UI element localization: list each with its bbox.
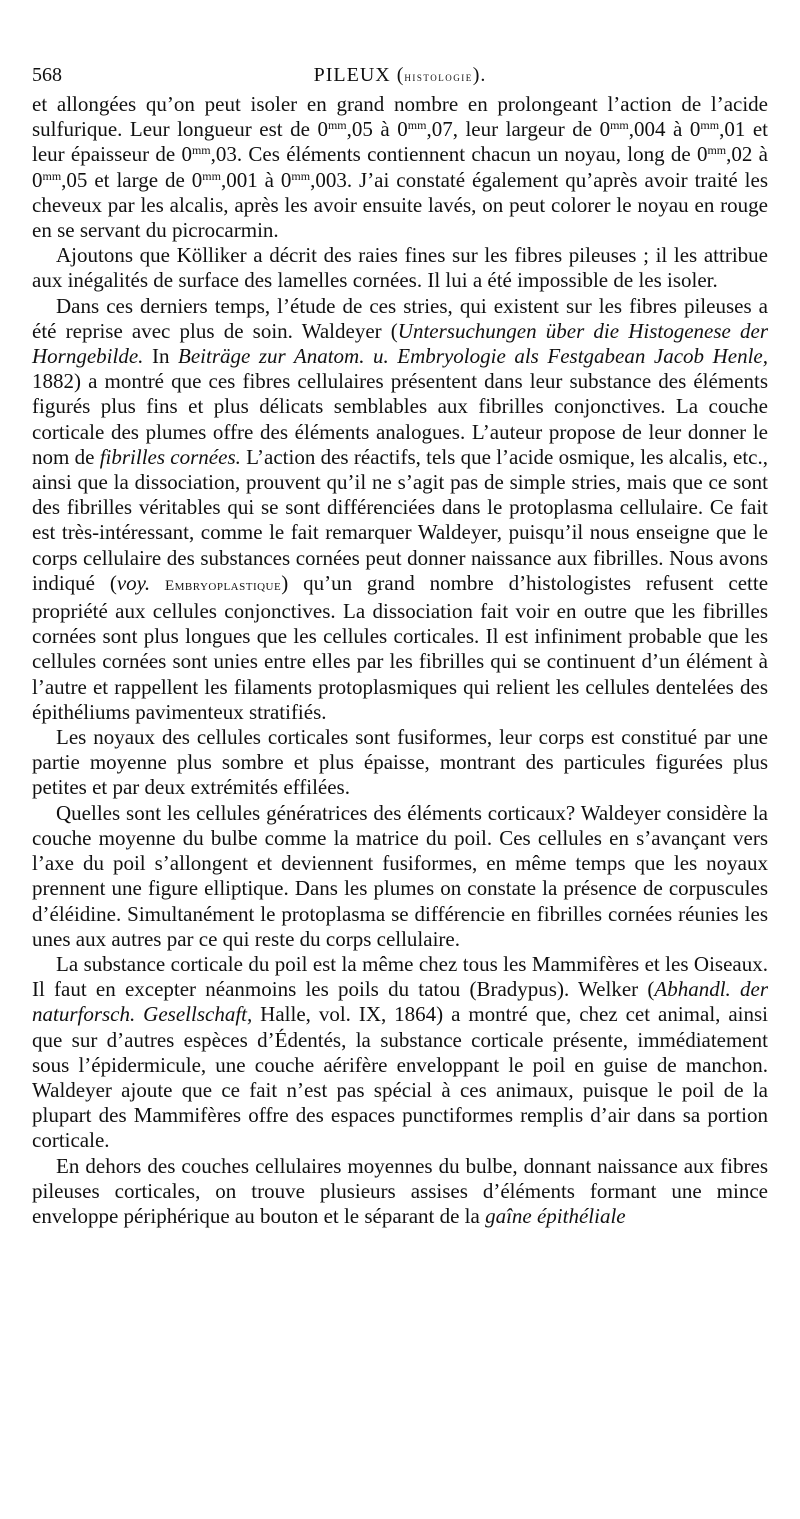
text-run: ) qu’un grand nombre d’histologistes refusent cette propriété aux cellules conjonctives. La dissociation fait voir en outre que les fibrilles cornées sont plus longues que les cellules corticales. Il est infiniment probable que les cellules cornées sont unies entre elles par les fibrilles qui se continuent d’un élément à l’autre et rappellent les filaments protoplasmiques qui relient les cellules dentelées des épithéliums pavimenteux stratifiés.: [32, 570, 769, 724]
text-run: ,01 et leur épaisseur de 0: [32, 117, 768, 167]
text-run: L’action des réactifs, tels que l’acide osmique, les alcalis, etc., ainsi que la dissociation, prouvent qu’il ne s’agit pas de simple stries, mais que ce sont des fibrilles véritables qui se sont différenciées dans le protoplasma cellulaire. Ce fait est très-intéressant, comme le fait remarquer Waldeyer, puisqu’il nous enseigne que le corps cellulaire des substances cornées peut donner naissance aux fibrilles. Nous avons indiqué (: [32, 444, 769, 595]
body-text: [32, 92, 768, 1229]
text-run: Ajoutons que Kölliker a décrit des raies fines sur les fibres pileuses ; il les attribue aux inégalités de surface des lamelles cornées. Il lui a été impossible de les isoler.: [32, 243, 768, 293]
italic-text: Untersuchungen über die Histogenese der Horngebilde.: [32, 318, 769, 369]
page-number: 568: [32, 64, 62, 86]
text-run: Les noyaux des cellules corticales sont fusiformes, leur corps est constitué par une partie moyenne plus sombre et plus épaisse, montrant des particules figurées plus petites et par deux extrémités effilées.: [32, 725, 768, 800]
running-title-open: (: [390, 64, 405, 86]
text-run: et allongées qu’on peut isoler en grand nombre en prolongeant l’action de l’acide sulfurique. Leur longueur est de 0: [32, 92, 768, 142]
italic-text: gaîne épithéliale: [485, 1203, 626, 1228]
italic-text: Beiträge zur Anatom. u. Embryologie als Festgabean Jacob Henle,: [178, 344, 768, 369]
text-run: ,001 à 0: [220, 167, 292, 192]
paragraph: [32, 294, 768, 725]
running-title-main: PILEUX: [313, 64, 391, 86]
text-run: ,003. J’ai constaté également qu’après avoir traité les cheveux par les alcalis, après les avoir ensuite lavés, on peut colorer le noyau en rouge en se servant du picrocarmin.: [32, 167, 768, 243]
unit-superscript: mm: [327, 118, 347, 133]
italic-text: Abhandl. der naturforsch. Gesellschaft,: [32, 977, 768, 1027]
text-run: [150, 571, 165, 595]
paragraph: [32, 92, 768, 243]
text-run: ,03. Ces éléments contiennent chacun un noyau, long de 0: [210, 142, 708, 167]
text-run: ,05 et large de 0: [61, 167, 203, 192]
unit-superscript: mm: [707, 143, 727, 158]
text-run: ,07, leur largeur de 0: [426, 117, 611, 142]
paragraph: [32, 1154, 768, 1230]
running-title: [32, 64, 768, 87]
unit-superscript: mm: [610, 118, 629, 133]
italic-text: voy.: [116, 570, 151, 595]
paragraph: [32, 952, 768, 1154]
running-title-sub: histologie: [404, 69, 473, 84]
running-header: [32, 58, 768, 92]
unit-superscript: mm: [700, 118, 720, 133]
small-caps-text: Embryoplastique: [164, 577, 282, 594]
italic-text: fibrilles cornées.: [99, 444, 241, 469]
text-run: La substance corticale du poil est la même chez tous les Mammifères et les Oiseaux. Il faut en excepter néanmoins les poils du tatou (Bradypus). Welker (: [32, 951, 768, 1002]
text-run: Dans ces derniers temps, l’étude de ces stries, qui existent sur les fibres pileuses a été reprise avec plus de soin. Waldeyer (: [32, 293, 768, 343]
text-run: Quelles sont les cellules génératrices des éléments corticaux? Waldeyer considère la couche moyenne du bulbe comme la matrice du poil. Ces cellules en s’avançant vers l’axe du poil s’allongent et deviennent fusiformes, en même temps que les noyaux prennent une figure elliptique. Dans les plumes on constate la présence de corpuscules d’éléidine. Simultanément le protoplasma se différencie en fibrilles cornées réunies les unes aux autres par ce qui reste du corps cellulaire.: [32, 800, 768, 951]
unit-superscript: mm: [407, 118, 427, 133]
page: [32, 58, 768, 1229]
unit-superscript: mm: [191, 143, 211, 158]
unit-superscript: mm: [42, 168, 62, 183]
unit-superscript: mm: [291, 168, 311, 183]
text-run: Halle, vol. IX, 1864) a montré que, chez cet animal, ainsi que sur d’autres espèces d’Édentés, la substance corticale présente, immédiatement sous l’épidermicule, une couche aérifère enveloppant le poil en guise de manchon. Waldeyer ajoute que ce fait n’est pas spécial à ces animaux, puisque le poil de la plupart des Mammifères offre des espaces punctiformes remplis d’air dans sa portion corticale.: [32, 1002, 768, 1153]
text-run: ,02 à 0: [32, 142, 768, 192]
text-run: ,05 à 0: [346, 117, 408, 142]
paragraph: [32, 801, 768, 952]
text-run: In: [143, 344, 178, 369]
paragraph: [32, 725, 768, 801]
text-run: 1882) a montré que ces fibres cellulaires présentent dans leur substance des éléments figurés plus fins et plus délicats semblables aux fibrilles conjonctives. La couche corticale des plumes offre des éléments analogues. L’auteur propose de leur donner le nom de: [32, 369, 768, 469]
paragraph: [32, 243, 768, 293]
text-run: En dehors des couches cellulaires moyennes du bulbe, donnant naissance aux fibres pileuses corticales, on trouve plusieurs assises d’éléments formant une mince enveloppe périphérique au bouton et le séparant de la: [32, 1153, 768, 1228]
text-run: ,004 à 0: [628, 117, 701, 142]
unit-superscript: mm: [202, 168, 221, 183]
running-title-close: ).: [472, 64, 487, 86]
